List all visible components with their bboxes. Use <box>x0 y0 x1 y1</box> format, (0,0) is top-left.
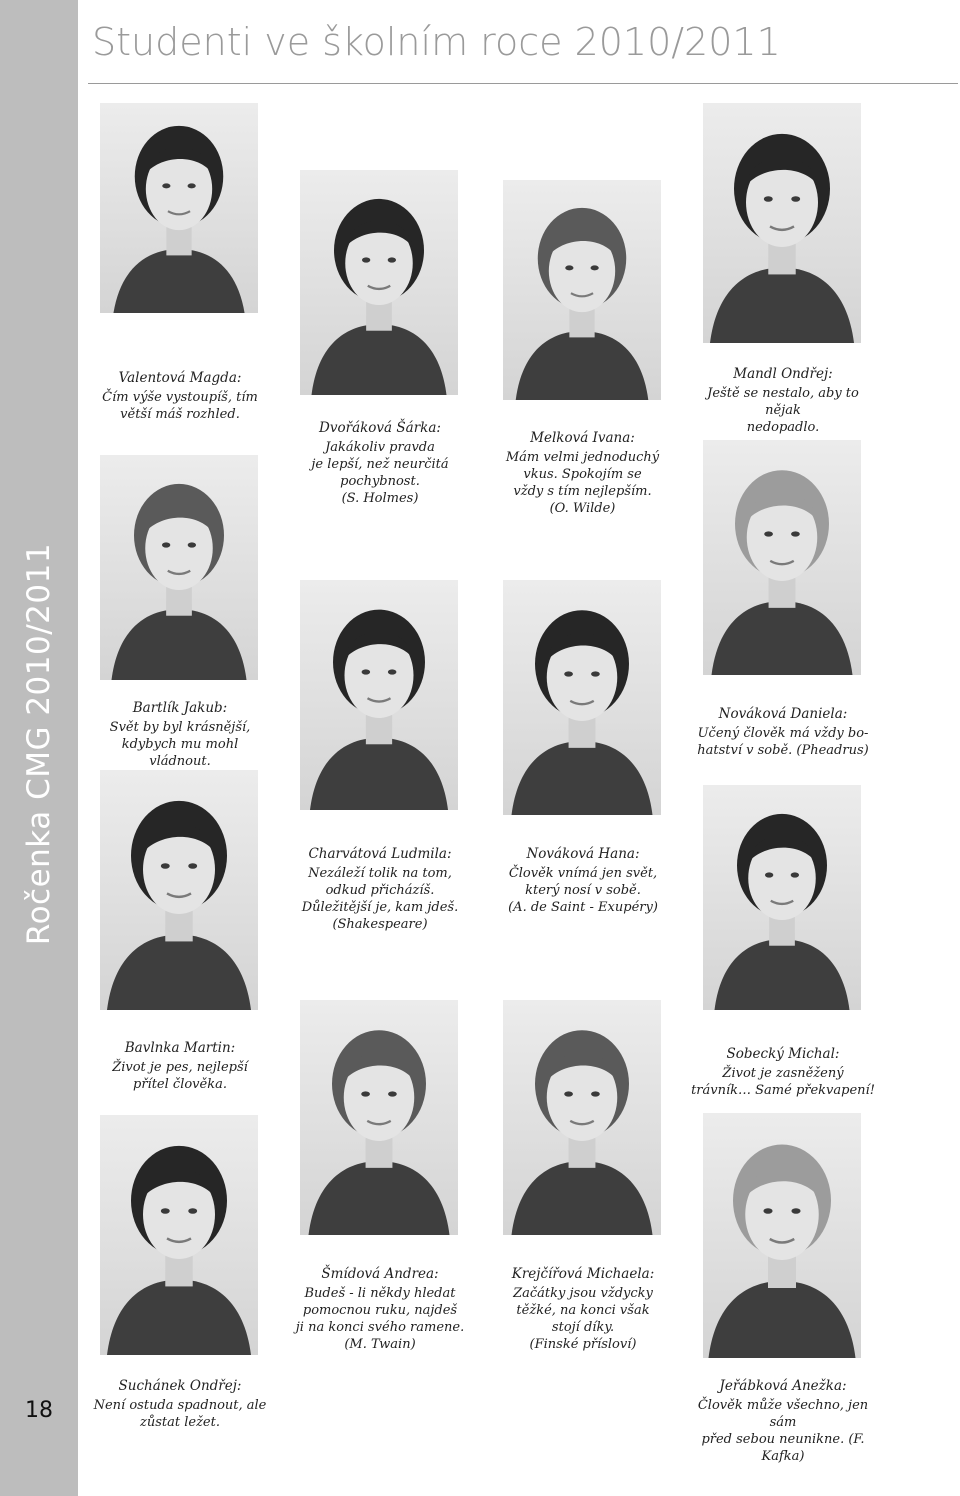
student-quote: Nezáleží tolik na tom, odkud přicházíš. Důležitější je, kam jdeš. (Shakespeare) <box>301 866 459 932</box>
student-name: Mandl Ondřej: <box>733 366 833 382</box>
portrait-illustration <box>100 1115 258 1355</box>
student-quote: Život je pes, nejlepší přítel člověka. <box>112 1060 248 1092</box>
portrait-illustration <box>503 580 661 815</box>
portrait-illustration <box>300 170 458 395</box>
student-quote: Mám velmi jednoduchý vkus. Spokojím se vždy s tím nejlepším. (O. Wilde) <box>505 450 660 516</box>
student-name: Krejčířová Michaela: <box>511 1266 655 1282</box>
portrait-illustration <box>703 785 861 1010</box>
student-name: Valentová Magda: <box>118 370 242 386</box>
student-name: Bavlnka Martin: <box>124 1040 236 1056</box>
caption-bavlnka <box>90 1040 270 1093</box>
student-photo-krejcirova <box>503 1000 661 1235</box>
student-photo-mandl <box>703 103 861 343</box>
portrait-illustration <box>100 103 258 313</box>
student-photo-bartlik <box>100 455 258 680</box>
student-photo-melkova <box>503 180 661 400</box>
student-name: Šmídová Andrea: <box>321 1266 439 1282</box>
student-name: Jeřábková Anežka: <box>719 1378 847 1394</box>
caption-dvorakova <box>290 420 470 507</box>
student-quote: Člověk vnímá jen svět, který nosí v sobě. (A. de Saint - Exupéry) <box>508 866 658 915</box>
student-photo-novakova-daniela <box>703 440 861 675</box>
sidebar <box>0 0 78 1496</box>
portrait-illustration <box>703 440 861 675</box>
student-name: Dvořáková Šárka: <box>319 420 441 436</box>
student-photo-sobecky <box>703 785 861 1010</box>
student-photo-charvatova <box>300 580 458 810</box>
student-photo-suchanek <box>100 1115 258 1355</box>
student-quote: Svět by byl krásnější, kdybych mu mohl vládnout. <box>109 720 251 769</box>
student-photo-novakova-hana <box>503 580 661 815</box>
student-name: Nováková Hana: <box>526 846 640 862</box>
student-name: Sobecký Michal: <box>726 1046 840 1062</box>
caption-sobecky <box>686 1046 880 1099</box>
student-quote: Není ostuda spadnout, ale zůstat ležet. <box>93 1398 267 1430</box>
portrait-illustration <box>703 103 861 343</box>
portrait-illustration <box>703 1113 861 1358</box>
caption-novakova-hana <box>488 846 678 916</box>
caption-valentova <box>90 370 270 423</box>
student-quote: Život je zasněžený trávník… Samé překvapení! <box>691 1066 875 1098</box>
student-name: Charvátová Ludmila: <box>308 846 452 862</box>
student-quote: Člověk může všechno, jen sám před sebou neunikne. (F. Kafka) <box>697 1398 869 1464</box>
student-quote: Čím výše vystoupíš, tím větší máš rozhled. <box>102 390 258 422</box>
caption-melkova <box>490 430 675 517</box>
heading-divider <box>88 83 958 84</box>
student-photo-jerabkova <box>703 1113 861 1358</box>
student-name: Bartlík Jakub: <box>132 700 228 716</box>
student-quote: Ještě se nestalo, aby to nějak nedopadlo. <box>707 386 859 435</box>
student-name: Nováková Daniela: <box>718 706 848 722</box>
portrait-illustration <box>503 1000 661 1235</box>
student-photo-smidova <box>300 1000 458 1235</box>
student-quote: Učený člověk má vždy bo- hatství v sobě. (Pheadrus) <box>697 726 869 758</box>
caption-krejcirova <box>488 1266 678 1353</box>
portrait-illustration <box>100 770 258 1010</box>
caption-suchanek <box>86 1378 274 1431</box>
student-photo-dvorakova <box>300 170 458 395</box>
caption-bartlik <box>90 700 270 770</box>
student-photo-valentova <box>100 103 258 313</box>
student-quote: Budeš - li někdy hledat pomocnou ruku, najdeš ji na konci svého ramene. (M. Twain) <box>295 1286 465 1352</box>
student-name: Melková Ivana: <box>530 430 635 446</box>
student-name: Suchánek Ondřej: <box>118 1378 242 1394</box>
page-title: Studenti ve školním roce 2010/2011 <box>92 20 781 64</box>
caption-jerabkova <box>684 1378 882 1465</box>
portrait-illustration <box>503 180 661 400</box>
page-number: 18 <box>25 1398 53 1423</box>
student-quote: Začátky jsou vždycky těžké, na konci však stojí díky. (Finské přísloví) <box>513 1286 653 1352</box>
caption-smidova <box>285 1266 475 1353</box>
caption-novakova-daniela <box>690 706 876 759</box>
portrait-illustration <box>100 455 258 680</box>
student-quote: Jakákoliv pravda je lepší, než neurčitá pochybnost. (S. Holmes) <box>311 440 449 506</box>
caption-charvatova <box>285 846 475 933</box>
sidebar-title: Ročenka CMG 2010/2011 <box>21 542 57 946</box>
caption-mandl <box>690 366 876 436</box>
portrait-illustration <box>300 580 458 810</box>
student-photo-bavlnka <box>100 770 258 1010</box>
portrait-illustration <box>300 1000 458 1235</box>
